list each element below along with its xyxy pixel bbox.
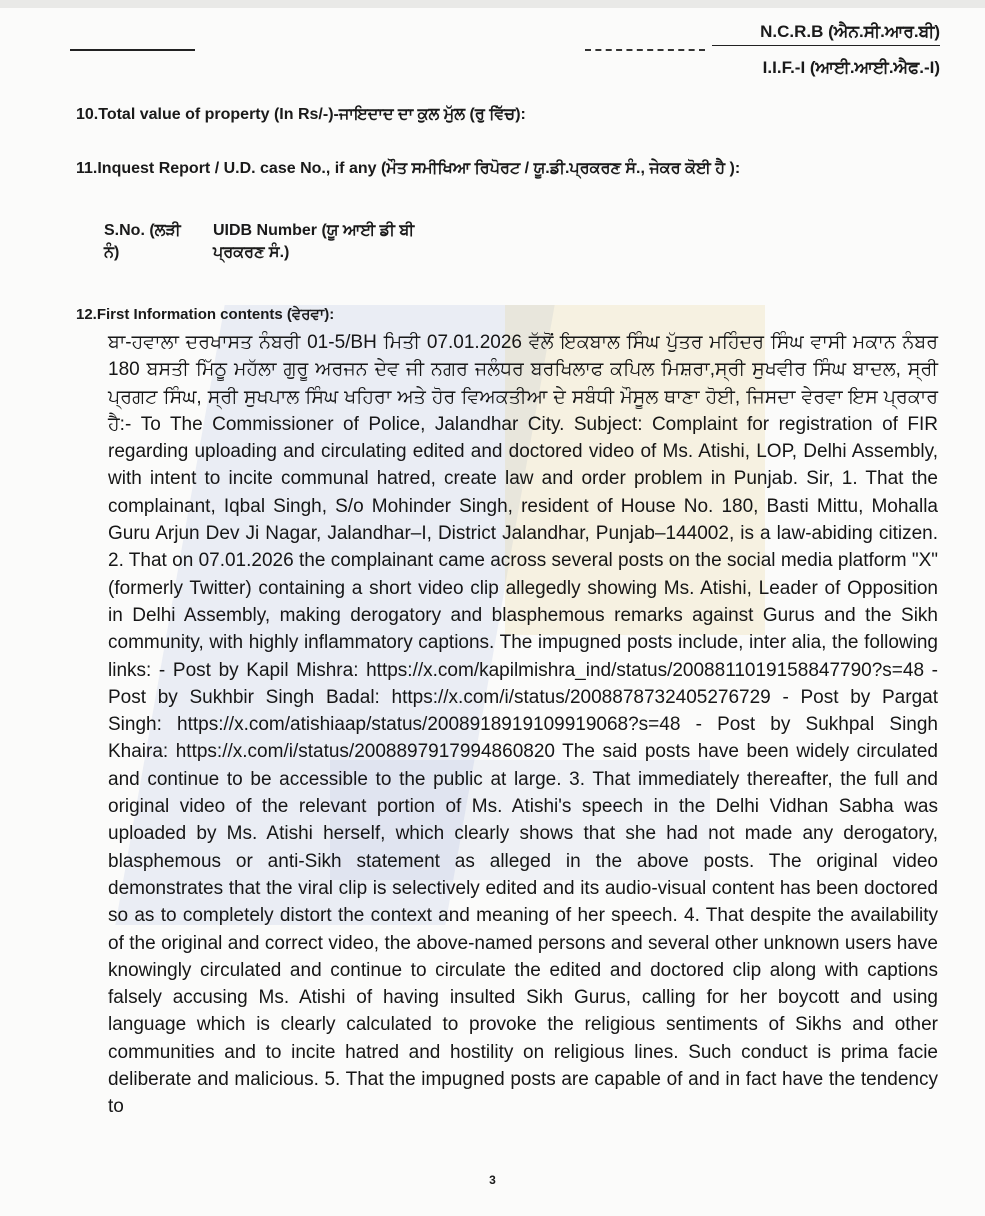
iif-header: I.I.F.-I (ਆਈ.ਆਈ.ਐਫ.-I)	[762, 58, 940, 77]
header-rule	[70, 49, 195, 51]
item-11-inquest-report: 11.Inquest Report / U.D. case No., if any (ਮੌਤ ਸਮੀਖਿਆ ਰਿਪੋਰਟ / ਯੂ.ਡੀ.ਪ੍ਰਕਰਣ ਸੰ., ਜੇਕਰ ਕੋਈ ਹੈ ):	[76, 160, 741, 177]
ncrb-header: N.C.R.B (ਐਨ.ਸੀ.ਆਰ.ਬੀ)	[712, 22, 940, 46]
header-rule	[585, 49, 705, 51]
fir-contents-body	[108, 329, 938, 1121]
sno-column-header	[104, 220, 181, 264]
top-strip	[0, 0, 985, 8]
sno-label-cont: ਨੰ)	[104, 244, 120, 261]
page-number: 3	[489, 1173, 496, 1187]
fir-contents-text: ਬਾ-ਹਵਾਲਾ ਦਰਖਾਸਤ ਨੰਬਰੀ 01-5/BH ਮਿਤੀ 07.01.2026 ਵੱਲੋਂ ਇਕਬਾਲ ਸਿੰਘ ਪੁੱਤਰ ਮਹਿੰਦਰ ਸਿੰਘ ਵਾਸੀ ਮਕਾਨ ਨੰਬਰ 180 ਬਸਤੀ ਮਿੱਠੂ ਮਹੱਲਾ ਗੁਰੂ ਅਰਜਨ ਦੇਵ ਜੀ ਨਗਰ ਜਲੰਧਰ ਬਰਖਿਲਾਫ ਕਪਿਲ ਮਿਸ਼ਰਾ,ਸ੍ਰੀ ਸੁਖਵੀਰ ਸਿੰਘ ਬਾਦਲ, ਸ੍ਰੀ ਪ੍ਰਗਟ ਸਿੰਘ, ਸ੍ਰੀ ਸੁਖਪਾਲ ਸਿੰਘ ਖਹਿਰਾ ਅਤੇ ਹੋਰ ਵਿਅਕਤੀਆ ਦੇ ਸਬੰਧੀ ਮੌਸੂਲ ਥਾਣਾ ਹੋਈ, ਜਿਸਦਾ ਵੇਰਵਾ ਇਸ ਪ੍ਰਕਾਰ ਹੈ:- To The Commissioner of Police, Jalandhar City. Subject: Complaint for registration of FIR regarding uploading and circulating edited and doctored video of Ms. Atishi, LOP, Delhi Assembly, with intent to incite communal hatred, create law and order problem in Punjab. Sir, 1. That the complainant, Iqbal Singh, S/o Mohinder Singh, resident of House No. 180, Basti Mittu, Mohalla Guru Arjun Dev Ji Nagar, Jalandhar–I, District Jalandhar, Punjab–144002, is a law-abiding citizen. 2. That on 07.01.2026 the complainant came across several posts on the social media platform "X" (formerly Twitter) containing a short video clip allegedly showing Ms. Atishi, Leader of Opposition in Delhi Assembly, making derogatory and blasphemous remarks against Gurus and the Sikh community, with highly inflammatory captions. The impugned posts include, inter alia, the following links: - Post by Kapil Mishra: https://x.com/kapilmishra_ind/status/2008811019158847790?s=48 - Post by Sukhbir Singh Badal: https://x.com/i/status/2008878732405276729 - Post by Pargat Singh: https://x.com/atishiaap/status/2008918919109919068?s=48 - Post by Sukhpal Singh Khaira: https://x.com/i/status/2008897917994860820 The said posts have been widely circulated and continue to be accessible to the public at large. 3. That immediately thereafter, the full and original video of the relevant portion of Ms. Atishi's speech in the Delhi Vidhan Sabha was uploaded by Ms. Atishi herself, which clearly shows that she had not made any derogatory, blasphemous or anti-Sikh statement as alleged in the above posts. The original video demonstrates that the viral clip is selectively edited and its audio-visual content has been doctored so as to completely distort the context and meaning of her speech. 4. That despite the availability of the original and correct video, the above-named persons and several other unknown users have knowingly circulated and continue to circulate the edited and doctored clip along with captions falsely accusing Ms. Atishi of having insulted Sikh Gurus, calling for her boycott and using language which is clearly calculated to provoke the religious sentiments of Sikhs and other communities and to incite hatred and hostility on religious lines. Such conduct is prima facie deliberate and malicious. 5. That the impugned posts are capable of and in fact have the tendency to	[108, 332, 938, 1118]
uidb-column-header	[213, 220, 414, 264]
uidb-label: UIDB Number (ਯੂ ਆਈ ਡੀ ਬੀ	[213, 222, 415, 239]
item-12-fir-contents-heading: 12.First Information contents (ਵੇਰਵਾ):	[76, 306, 335, 323]
sno-label: S.No. (ਲੜੀ	[104, 222, 181, 239]
uidb-label-cont: ਪ੍ਰਕਰਣ ਸੰ.)	[213, 244, 290, 261]
item-10-property-value: 10.Total value of property (In Rs/-)-ਜਾਇਦਾਦ ਦਾ ਕੁਲ ਮੁੱਲ (ਰੁ ਵਿੱਚ):	[76, 106, 526, 123]
